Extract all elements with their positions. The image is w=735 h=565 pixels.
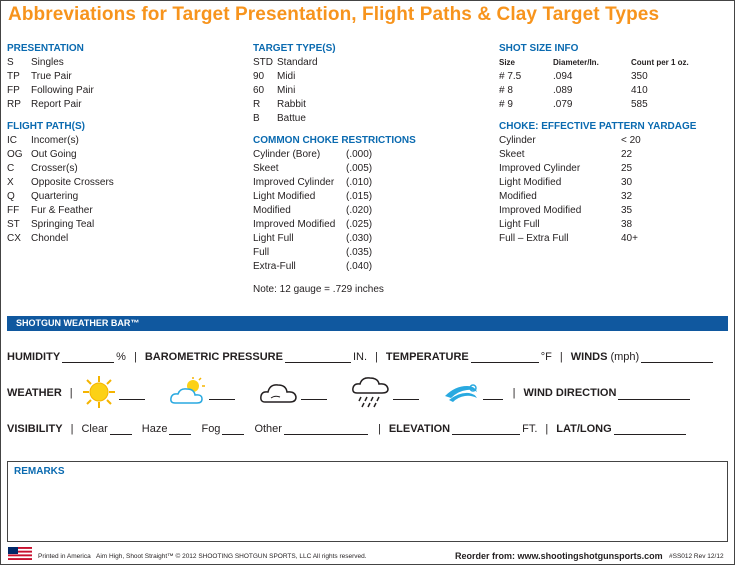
wind-direction-label: WIND DIRECTION [523, 387, 617, 399]
shot-size-cell: # 9 [499, 99, 513, 110]
shot-diameter-cell: .089 [553, 85, 573, 96]
flight-path-row [7, 204, 237, 218]
shot-size-row [499, 84, 729, 98]
separator: | [133, 351, 137, 363]
target-types-section [253, 42, 483, 297]
choke-restriction-name: Cylinder (Bore) [253, 149, 321, 160]
presentation-heading: PRESENTATION [7, 43, 84, 54]
separator: | [377, 423, 381, 435]
target-type-abbr: 60 [253, 85, 265, 96]
shot-size-cell: # 8 [499, 85, 513, 96]
clear-label: Clear [81, 423, 108, 435]
choke-pattern-value: 25 [621, 163, 633, 174]
target-type-name: Standard [277, 57, 318, 68]
target-types-heading: TARGET TYPE(S) [253, 43, 336, 54]
shot-size-row [499, 98, 729, 112]
shot-count-cell: 585 [631, 99, 648, 110]
weather-line-2 [7, 376, 692, 410]
presentation-row [7, 70, 237, 84]
presentation-abbr: RP [7, 99, 21, 110]
target-type-name: Rabbit [277, 99, 306, 110]
choke-pattern-value: 38 [621, 219, 633, 230]
choke-restrictions-heading: COMMON CHOKE RESTRICTIONS [253, 135, 416, 146]
choke-restrictions-list [253, 148, 483, 274]
target-types-list [253, 56, 483, 126]
choke-restriction-name: Light Full [253, 233, 294, 244]
footer-tagline: Aim High, Shoot Straight™ © 2012 SHOOTING SHOTGUN SPORTS, LLC All rights reserved. [96, 553, 367, 560]
choke-pattern-row [499, 134, 729, 148]
flight-path-name: Crosser(s) [31, 163, 78, 174]
choke-pattern-row [499, 204, 729, 218]
presentation-abbr: S [7, 57, 14, 68]
target-type-row [253, 56, 483, 70]
choke-restriction-value: (.015) [346, 191, 373, 202]
humidity-field[interactable] [62, 352, 114, 363]
page-title: Abbreviations for Target Presentation, Flight Paths & Clay Target Types [8, 4, 660, 25]
pressure-field[interactable] [285, 352, 351, 363]
choke-restriction-value: (.010) [346, 177, 373, 188]
flight-path-abbr: CX [7, 233, 21, 244]
elevation-field[interactable] [452, 424, 520, 435]
choke-pattern-name: Improved Cylinder [499, 163, 581, 174]
weather-bar-header: SHOTGUN WEATHER BAR™ [7, 316, 728, 331]
humidity-unit: % [116, 351, 126, 363]
choke-pattern-name: Skeet [499, 149, 525, 160]
remarks-box[interactable] [7, 461, 728, 542]
presentation-list [7, 56, 237, 112]
flight-path-row [7, 218, 237, 232]
target-type-abbr: STD [253, 57, 273, 68]
choke-restriction-row [253, 260, 483, 274]
shot-size-column-header: Size [499, 58, 516, 67]
flight-path-row [7, 148, 237, 162]
choke-pattern-row [499, 162, 729, 176]
haze-field[interactable] [169, 424, 191, 435]
shot-size-section [499, 42, 729, 246]
sun-field[interactable] [119, 389, 145, 400]
choke-pattern-value: 35 [621, 205, 633, 216]
choke-restriction-value: (.025) [346, 219, 373, 230]
haze-label: Haze [141, 423, 168, 435]
choke-restriction-value: (.000) [346, 149, 373, 160]
presentation-name: Following Pair [31, 85, 94, 96]
shot-count-cell: 350 [631, 71, 648, 82]
choke-pattern-name: Light Modified [499, 177, 562, 188]
choke-restriction-row [253, 204, 483, 218]
fog-field[interactable] [222, 424, 244, 435]
flight-paths-list [7, 134, 237, 246]
footer-printed: Printed in America [38, 553, 91, 560]
presentation-name: Report Pair [31, 99, 82, 110]
other-label: Other [254, 423, 282, 435]
choke-pattern-name: Improved Modified [499, 205, 582, 216]
elevation-unit: FT. [522, 423, 538, 435]
target-type-row [253, 112, 483, 126]
choke-restriction-name: Modified [253, 205, 291, 216]
elevation-label: ELEVATION [388, 423, 451, 435]
choke-pattern-list [499, 134, 729, 246]
flight-path-name: Chondel [31, 233, 69, 244]
shot-count-cell: 410 [631, 85, 648, 96]
shot-size-row [499, 70, 729, 84]
flight-path-name: Quartering [31, 191, 79, 202]
flight-path-abbr: IC [7, 135, 17, 146]
weather-label: WEATHER [7, 387, 62, 399]
winds-label: WINDS [570, 351, 608, 363]
choke-pattern-name: Modified [499, 191, 537, 202]
choke-pattern-value: 22 [621, 149, 633, 160]
temperature-label: TEMPERATURE [385, 351, 469, 363]
choke-pattern-value: 30 [621, 177, 633, 188]
choke-restriction-name: Extra-Full [253, 261, 296, 272]
footer-code: #SS012 Rev 12/12 [669, 553, 724, 560]
gauge-note: Note: 12 gauge = .729 inches [253, 284, 384, 295]
choke-pattern-name: Light Full [499, 219, 540, 230]
target-type-row [253, 70, 483, 84]
choke-restriction-row [253, 190, 483, 204]
flight-path-name: Incomer(s) [31, 135, 79, 146]
remarks-heading: REMARKS [14, 466, 65, 477]
presentation-name: True Pair [31, 71, 72, 82]
choke-pattern-name: Cylinder [499, 135, 536, 146]
choke-restriction-value: (.030) [346, 233, 373, 244]
shot-size-cell: # 7.5 [499, 71, 522, 82]
choke-restriction-value: (.005) [346, 163, 373, 174]
choke-restriction-name: Skeet [253, 163, 279, 174]
temperature-field[interactable] [471, 352, 539, 363]
shot-size-column-header: Count per 1 oz. [631, 58, 689, 67]
choke-restriction-row [253, 176, 483, 190]
rain-field[interactable] [393, 389, 419, 400]
choke-pattern-heading: CHOKE: EFFECTIVE PATTERN YARDAGE [499, 121, 697, 132]
shot-size-table [499, 56, 729, 112]
choke-restriction-name: Light Modified [253, 191, 316, 202]
choke-restriction-value: (.035) [346, 247, 373, 258]
flight-path-row [7, 162, 237, 176]
choke-restriction-name: Improved Modified [253, 219, 336, 230]
choke-restriction-row [253, 162, 483, 176]
latlong-label: LAT/LONG [556, 423, 612, 435]
humidity-label: HUMIDITY [7, 351, 61, 363]
choke-restriction-name: Improved Cylinder [253, 177, 335, 188]
choke-pattern-row [499, 190, 729, 204]
choke-pattern-name: Full – Extra Full [499, 233, 569, 244]
presentation-row [7, 84, 237, 98]
presentation-abbr: FP [7, 85, 20, 96]
other-field[interactable] [284, 424, 368, 435]
flight-path-abbr: FF [7, 205, 20, 216]
weather-line-1 [7, 351, 715, 363]
flight-path-name: Out Going [31, 149, 77, 160]
choke-pattern-row [499, 232, 729, 246]
choke-pattern-row [499, 218, 729, 232]
rain-icon [351, 375, 391, 412]
target-type-abbr: R [253, 99, 261, 110]
latlong-field[interactable] [614, 424, 686, 435]
flight-path-abbr: OG [7, 149, 23, 160]
choke-pattern-row [499, 176, 729, 190]
shot-diameter-cell: .079 [553, 99, 573, 110]
flight-path-abbr: ST [7, 219, 20, 230]
winds-unit: (mph) [610, 351, 640, 363]
separator: | [375, 351, 378, 363]
choke-pattern-row [499, 148, 729, 162]
choke-pattern-value: 40+ [621, 233, 638, 244]
flight-path-row [7, 232, 237, 246]
target-type-row [253, 98, 483, 112]
wind-field[interactable] [483, 389, 503, 400]
choke-restriction-row [253, 246, 483, 260]
partly-cloudy-icon [169, 377, 207, 410]
target-type-abbr: B [253, 113, 260, 124]
presentation-row [7, 56, 237, 70]
presentation-name: Singles [31, 57, 64, 68]
shot-size-column-header: Diameter/In. [553, 58, 599, 67]
flight-path-row [7, 190, 237, 204]
flight-path-abbr: C [7, 163, 15, 174]
wind-icon [443, 380, 481, 407]
flight-path-row [7, 176, 237, 190]
target-type-abbr: 90 [253, 71, 265, 82]
shot-diameter-cell: .094 [553, 71, 573, 82]
flight-path-abbr: Q [7, 191, 15, 202]
presentation-row [7, 98, 237, 112]
choke-restriction-name: Full [253, 247, 270, 258]
separator: | [69, 387, 73, 399]
us-flag-icon [8, 547, 32, 565]
flight-path-name: Opposite Crossers [31, 177, 114, 188]
flight-path-abbr: X [7, 177, 14, 188]
target-type-name: Battue [277, 113, 306, 124]
separator: | [70, 423, 74, 435]
visibility-label: VISIBILITY [7, 423, 63, 435]
pressure-label: BAROMETRIC PRESSURE [144, 351, 283, 363]
flight-path-row [7, 134, 237, 148]
presentation-abbr: TP [7, 71, 20, 82]
choke-restriction-value: (.040) [346, 261, 373, 272]
choke-restriction-row [253, 148, 483, 162]
cloud-field[interactable] [301, 389, 327, 400]
flight-path-name: Springing Teal [31, 219, 95, 230]
wind-direction-field[interactable] [618, 389, 690, 400]
separator: | [545, 423, 549, 435]
temperature-unit: °F [540, 351, 552, 363]
weather-line-3 [7, 423, 688, 435]
choke-restriction-row [253, 232, 483, 246]
winds-field[interactable] [641, 352, 713, 363]
flight-path-name: Fur & Feather [31, 205, 93, 216]
sun-icon [81, 375, 117, 412]
target-type-row [253, 84, 483, 98]
pressure-unit: IN. [352, 351, 367, 363]
target-type-name: Mini [277, 85, 296, 96]
fog-label: Fog [201, 423, 221, 435]
flight-paths-heading: FLIGHT PATH(S) [7, 121, 85, 132]
choke-restriction-value: (.020) [346, 205, 373, 216]
shot-size-header-row [499, 56, 729, 70]
choke-restriction-row [253, 218, 483, 232]
presentation-section [7, 42, 237, 246]
footer-reorder: Reorder from: www.shootingshotgunsports.com [455, 551, 663, 561]
target-type-name: Midi [277, 71, 296, 82]
cloud-icon [259, 378, 299, 409]
separator: | [559, 351, 563, 363]
choke-pattern-value: 32 [621, 191, 633, 202]
partly-cloudy-field[interactable] [209, 389, 235, 400]
separator: | [512, 387, 516, 399]
clear-field[interactable] [110, 424, 132, 435]
choke-pattern-value: < 20 [621, 135, 641, 146]
shot-size-heading: SHOT SIZE INFO [499, 43, 579, 54]
